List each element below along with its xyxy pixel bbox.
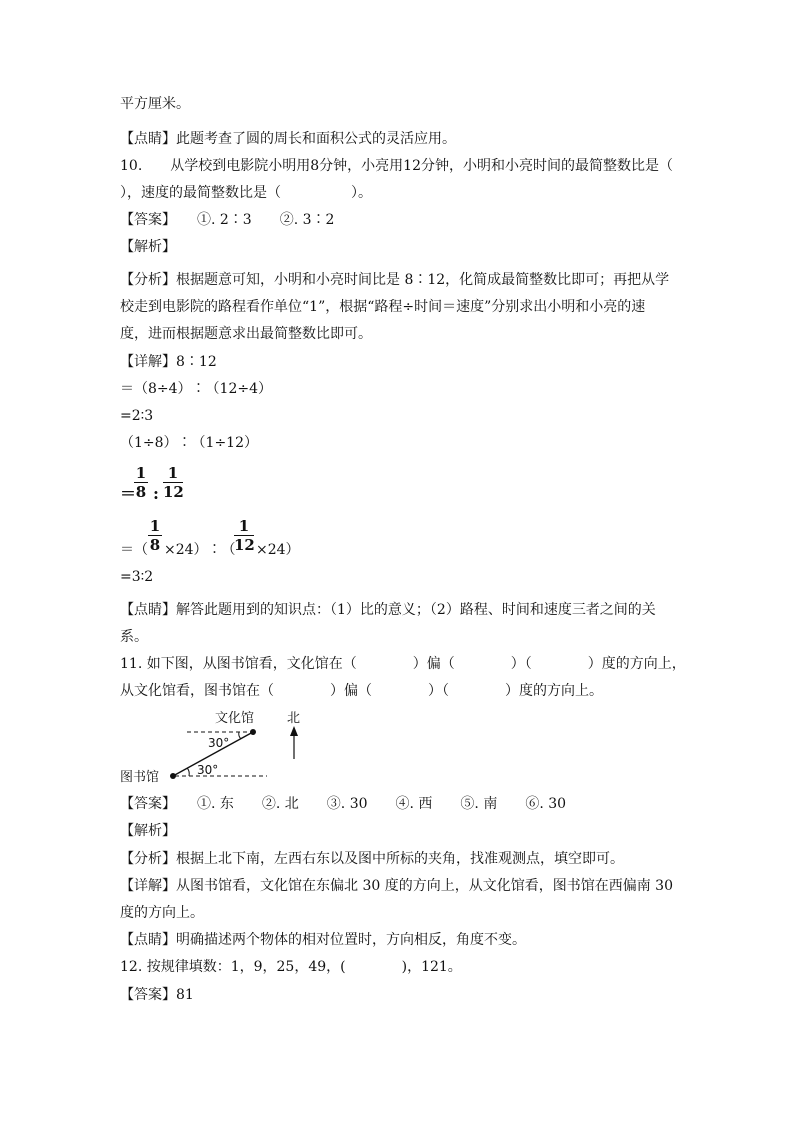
analysis-heading-10: 【解析】	[120, 239, 176, 255]
detail-10-line-1: 【详解】8∶12	[120, 354, 217, 370]
angle-arc-bottom	[187, 768, 189, 776]
detail-11-line-1: 【详解】从图书馆看，文化馆在东偏北 30 度的方向上，从文化馆看，图书馆在西偏南 30	[120, 878, 673, 894]
question-11-line-1: 11. 如下图，从图书馆看，文化馆在（ ）偏（ ）（ ）度的方向上，	[120, 656, 686, 672]
question-10-line-2: ），速度的最简整数比是（ ）。	[120, 185, 372, 201]
detail-10-close: ×24）	[256, 542, 300, 558]
remark-10-line-1: 【点睛】解答此题用到的知识点：（1）比的意义；（2）路程、时间和速度三者之间的关	[120, 602, 656, 618]
detail-10-colon: :	[153, 484, 159, 503]
detail-10-line-4: （1÷8）∶（1÷12）	[120, 435, 258, 451]
point-wenhua	[250, 729, 256, 735]
question-11-line-2: 从文化馆看，图书馆在（ ）偏（ ）（ ）度的方向上。	[120, 683, 603, 699]
detail-10-middle: ×24）∶（	[164, 542, 236, 558]
fraction-1-8	[134, 465, 148, 500]
answer-12: 【答案】81	[120, 987, 194, 1003]
angle-arc-top	[239, 732, 241, 739]
detail-10-open-paren: ＝（	[120, 542, 148, 558]
fraction-numerator: 1	[149, 517, 161, 535]
label-tushu: 图书馆	[120, 770, 160, 785]
fraction-numerator: 1	[167, 464, 179, 482]
label-north: 北	[287, 711, 301, 726]
answer-11: 【答案】 ①. 东 ②. 北 ③. 30 ④. 西 ⑤. 南 ⑥. 30	[120, 796, 567, 812]
detail-10-result: =3∶2	[120, 569, 154, 585]
fraction-denominator: 8	[135, 483, 147, 501]
fraction-denominator: 8	[149, 536, 161, 554]
remark-10-line-2: 系。	[120, 629, 148, 645]
analysis-10-line-1: 【分析】根据题意可知，小明和小亮时间比是 8∶12，化简成最简整数比即可；再把从学	[120, 272, 670, 288]
answer-10: 【答案】 ①. 2∶3 ②. 3∶2	[120, 212, 335, 228]
fraction-1-8	[148, 518, 162, 553]
direction-diagram	[115, 703, 315, 788]
fraction-1-12	[234, 518, 254, 553]
fraction-numerator: 1	[135, 464, 147, 482]
fraction-1-12	[163, 465, 183, 500]
detail-10-line-3: =2∶3	[120, 408, 154, 424]
question-10-line-1: 10. 从学校到电影院小明用8分钟，小亮用12分钟，小明和小亮时间的最简整数比是（	[120, 158, 673, 174]
point-tushu	[170, 773, 176, 779]
remark-11: 【点睛】明确描述两个物体的相对位置时，方向相反，角度不变。	[120, 932, 526, 948]
angle-label-top: 30°	[208, 736, 230, 750]
detail-10-equals: ＝	[120, 484, 137, 503]
analysis-10-line-3: 度，进而根据题意求出最简整数比即可。	[120, 326, 372, 342]
fraction-denominator: 12	[234, 536, 255, 554]
text-line: 平方厘米。	[120, 96, 190, 112]
angle-label-bottom: 30°	[197, 763, 219, 777]
fraction-numerator: 1	[238, 517, 250, 535]
fraction-denominator: 12	[163, 483, 184, 501]
question-12: 12. 按规律填数：1，9，25，49，( )，121。	[120, 959, 462, 975]
label-wenhua: 文化馆	[215, 711, 255, 726]
detail-11-line-2: 度的方向上。	[120, 905, 204, 921]
analysis-10-line-2: 校走到电影院的路程看作单位“1”，根据“路程÷时间＝速度”分别求出小明和小亮的速	[120, 299, 646, 315]
analysis-11: 【分析】根据上北下南，左西右东以及图中所标的夹角，找准观测点，填空即可。	[120, 851, 624, 867]
north-arrow-head	[290, 726, 298, 736]
analysis-heading-11: 【解析】	[120, 823, 176, 839]
remark-line: 【点睛】此题考查了圆的周长和面积公式的灵活应用。	[120, 131, 456, 147]
detail-10-line-2: ＝（8÷4）∶（12÷4）	[120, 381, 272, 397]
